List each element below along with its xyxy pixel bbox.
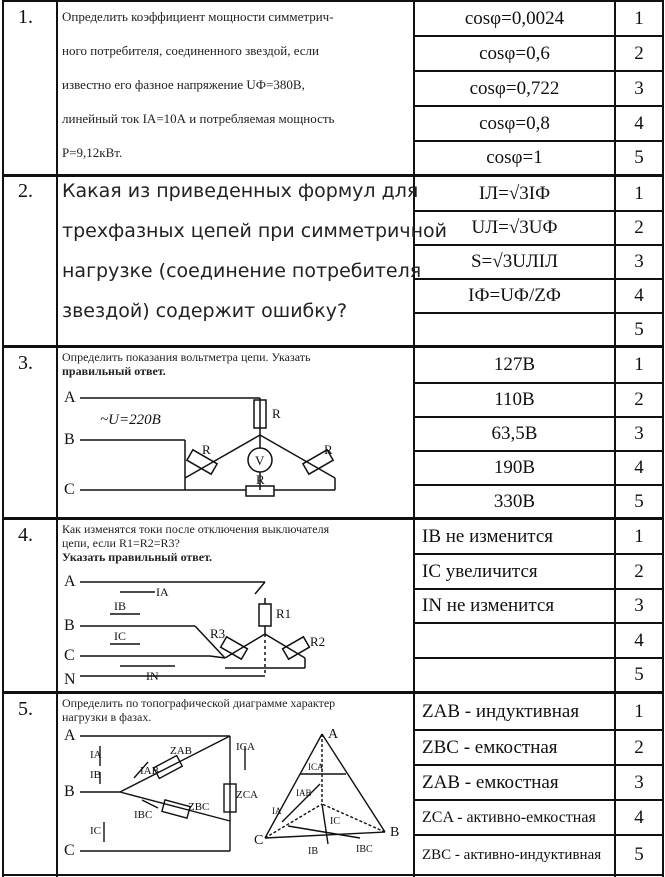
- answer-option[interactable]: [414, 624, 615, 657]
- circuit-diagram-q3: [60, 380, 410, 515]
- answer-number: 2: [634, 736, 644, 758]
- circuit-label: ZAB: [170, 745, 192, 757]
- circuit-label: N: [64, 671, 76, 688]
- circuit-label: IB: [90, 769, 101, 781]
- circuit-label: IN: [146, 669, 159, 683]
- question-number: 3.: [18, 352, 33, 374]
- question-line: нагрузки в фазах.: [62, 710, 152, 724]
- circuit-label: A: [64, 389, 76, 406]
- question-line: Какая из приведенных формул для: [62, 180, 419, 202]
- circuit-label: R1: [276, 606, 292, 621]
- voltmeter-label: V: [255, 453, 265, 468]
- answer-number: 5: [634, 664, 644, 685]
- answer-number: 1: [634, 700, 644, 722]
- answer-number: 1: [634, 182, 644, 204]
- circuit-label: IC: [114, 629, 126, 643]
- question-line: ного потребителя, соединенного звездой, если: [62, 43, 320, 58]
- answer-option[interactable]: ZBC - емкостная: [422, 736, 558, 758]
- answer-number: 4: [634, 457, 644, 478]
- answer-option[interactable]: [414, 314, 615, 345]
- answer-number: 1: [634, 7, 644, 29]
- question-line: линейный ток IА=10А и потребляемая мощность: [62, 111, 335, 126]
- answer-number: 2: [634, 42, 644, 64]
- answer-number: 3: [634, 251, 644, 272]
- question-line: Определить по топографической диаграмме характер: [62, 696, 336, 710]
- question-number: 1.: [18, 6, 33, 28]
- question-text: [62, 522, 329, 564]
- answer-number: 5: [634, 318, 644, 340]
- answer-option[interactable]: IB не изменится: [422, 525, 554, 547]
- answer-number: 1: [634, 354, 644, 375]
- circuit-label: ICA: [236, 741, 255, 753]
- answer-number: 3: [634, 77, 644, 99]
- answer-option[interactable]: cosφ=0,8: [479, 112, 550, 134]
- answer-option[interactable]: IФ=UФ/ZФ: [468, 285, 561, 306]
- circuit-label: IA: [90, 749, 102, 761]
- circuit-label: B: [64, 783, 75, 800]
- circuit-diagram-q4: [60, 568, 410, 688]
- answer-number: 4: [634, 112, 644, 134]
- grid-line: [56, 0, 58, 877]
- answer-option[interactable]: 127В: [493, 354, 536, 375]
- circuit-label: R: [272, 406, 281, 421]
- circuit-label: ZBC: [188, 801, 210, 813]
- question-number: 5.: [18, 698, 33, 720]
- answer-option[interactable]: IC увеличится: [422, 560, 538, 582]
- circuit-label: A: [64, 573, 76, 590]
- answer-option[interactable]: ZCA - активно-емкостная: [422, 808, 596, 826]
- answer-option[interactable]: ZAB - индуктивная: [422, 700, 580, 722]
- diagram-label: IAB: [296, 788, 312, 798]
- circuit-label: R2: [310, 634, 326, 649]
- answer-option[interactable]: cosφ=0,722: [469, 77, 560, 99]
- circuit-label: C: [64, 481, 75, 498]
- circuit-label: R: [324, 442, 333, 457]
- diagram-label: C: [254, 833, 264, 848]
- diagram-label: ICA: [308, 762, 324, 772]
- answer-number: 2: [634, 389, 644, 410]
- answer-number: 3: [634, 595, 644, 616]
- answer-option[interactable]: cosφ=1: [486, 147, 543, 168]
- circuit-label: A: [64, 727, 76, 744]
- question-line: Р=9,12кВт.: [62, 145, 123, 160]
- question-line: Определить показания вольтметра цепи. Указать: [62, 350, 311, 364]
- grid-line: [2, 0, 4, 877]
- circuit-label: IB: [114, 599, 126, 613]
- answer-number: 1: [634, 525, 644, 547]
- diagram-label: IBC: [356, 844, 373, 855]
- answer-number: 5: [634, 490, 644, 512]
- circuit-label: IC: [90, 825, 101, 837]
- diagram-label: IA: [272, 806, 282, 816]
- question-line: нагрузке (соединение потребителя: [62, 260, 422, 282]
- answer-number: 2: [634, 560, 644, 582]
- question-text: [62, 350, 310, 378]
- circuit-label: ZCA: [236, 789, 258, 801]
- grid-line: [2, 874, 664, 876]
- circuit-label: IAB: [140, 765, 159, 777]
- question-text: [62, 173, 447, 329]
- answer-option[interactable]: S=√3UЛIЛ: [470, 251, 559, 272]
- question-line: цепи, если R1=R2=R3?: [62, 536, 180, 550]
- circuit-label: ~U=220B: [100, 412, 161, 428]
- question-number: 2.: [18, 180, 33, 202]
- answer-option[interactable]: 63,5В: [491, 423, 538, 444]
- question-number: 4.: [18, 524, 33, 546]
- diagram-label: A: [328, 727, 339, 742]
- circuit-label: B: [64, 617, 75, 634]
- answer-option[interactable]: 110В: [494, 389, 535, 410]
- question-line: Как изменятся токи после отключения выключателя: [62, 522, 330, 536]
- answer-number: 4: [634, 806, 644, 828]
- circuit-label: R: [202, 442, 211, 457]
- circuit-label: R: [256, 472, 265, 487]
- answer-option[interactable]: IЛ=√3IФ: [478, 182, 551, 204]
- circuit-diagram-q5: [60, 726, 410, 871]
- answer-number: 4: [634, 285, 644, 306]
- question-text: [62, 2, 334, 168]
- circuit-label: R3: [210, 626, 226, 641]
- diagram-label: B: [390, 825, 400, 840]
- answer-option[interactable]: ZBC - активно-индуктивная: [422, 846, 602, 863]
- answer-number: 2: [634, 217, 644, 238]
- answer-number: 3: [634, 771, 644, 793]
- answer-option[interactable]: IN не изменится: [422, 595, 555, 616]
- answer-number: 5: [634, 844, 644, 865]
- answer-option[interactable]: [414, 659, 615, 691]
- circuit-label: C: [64, 647, 75, 664]
- diagram-label: IC: [330, 816, 340, 827]
- answer-option[interactable]: UЛ=√3UФ: [471, 217, 558, 238]
- answer-number: 5: [634, 147, 644, 168]
- question-line: звездой) содержит ошибку?: [62, 300, 348, 322]
- question-line: Определить коэффициент мощности симметрич-: [62, 9, 334, 24]
- answer-option[interactable]: cosφ=0,6: [479, 42, 550, 64]
- question-line: известно его фазное напряжение UФ=380В,: [62, 77, 305, 92]
- circuit-label: C: [64, 842, 75, 859]
- circuit-label: IA: [156, 585, 169, 599]
- diagram-label: IB: [308, 846, 318, 857]
- question-line: правильный ответ.: [62, 364, 166, 378]
- answer-option[interactable]: ZAB - емкостная: [422, 771, 559, 793]
- answer-number: 4: [634, 629, 644, 651]
- circuit-label: IBC: [134, 809, 153, 821]
- question-text: [62, 696, 335, 724]
- answer-number: 3: [634, 423, 644, 444]
- question-line: Указать правильный ответ.: [62, 550, 213, 564]
- answer-option[interactable]: 190В: [493, 457, 536, 478]
- circuit-label: B: [64, 431, 75, 448]
- answer-option[interactable]: 330В: [493, 490, 536, 512]
- answer-option[interactable]: cosφ=0,0024: [464, 7, 565, 29]
- question-line: трехфазных цепей при симметричной: [62, 220, 448, 242]
